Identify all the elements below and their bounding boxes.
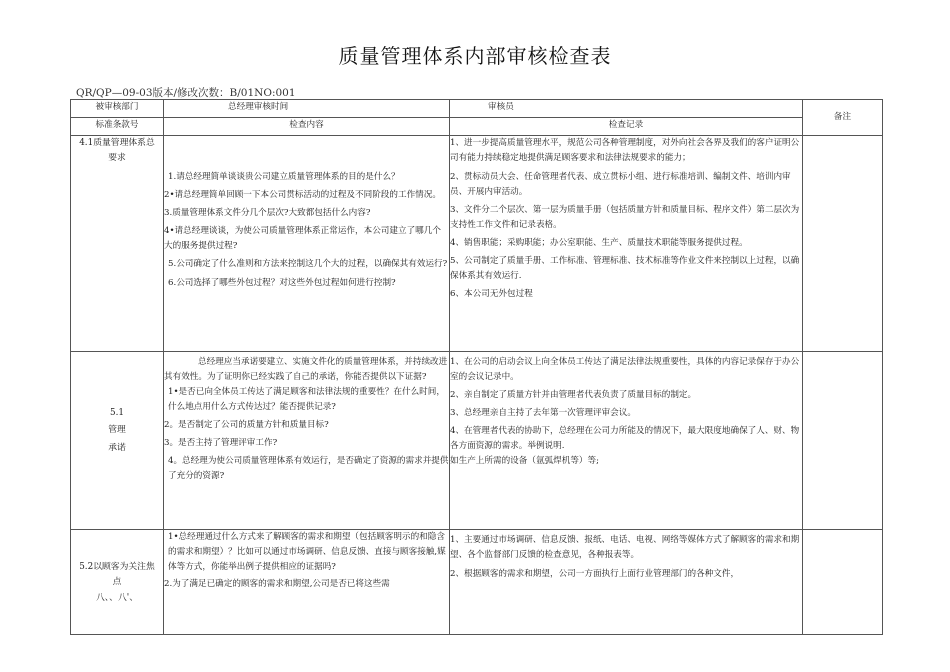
time-label-cell	[164, 100, 450, 118]
record-item: 4、销售职能；采购职能；办公室职能、生产、质量技术职能等服务提供过程。	[450, 238, 748, 249]
question-item: 1.请总经理简单谈谈贵公司建立质量管理体系的目的是什么？	[168, 172, 400, 182]
remark-label: 备注	[833, 111, 852, 122]
questions-cell	[164, 352, 450, 530]
record-item: 2、贯标动员大会、任命管理者代表、成立贯标小组、进行标准培训、编制文件、培训内审员、开展内审活动。	[450, 172, 791, 198]
auditor-label-cell	[450, 100, 803, 118]
clause-text: 4.1质量管理体系总要求	[79, 138, 155, 164]
record-item: 6、本公司无外包过程	[450, 289, 533, 300]
remark-cell	[803, 352, 883, 530]
table-row	[71, 530, 883, 635]
document-title: 质量管理体系内部审核检查表	[338, 44, 612, 68]
record-item: 1、在公司的启动会议上向全体员工传达了满足法律法规重要性，具体的内容记录保存于办公室的会议记录中。	[450, 357, 800, 383]
clause-line: 5.2以顾客为关注焦点	[79, 562, 155, 588]
questions-cell	[164, 136, 450, 352]
time-label: 总经理审核时间	[228, 102, 289, 112]
audit-checklist-table	[70, 99, 883, 635]
auditor-label: 审核员	[488, 102, 514, 112]
question-item: 2.为了满足已确定的顾客的需求和期望,公司是否已将这些需	[164, 579, 390, 590]
record-label-cell	[450, 118, 803, 136]
document-number: QR/QP—09-03版本/修改次数：B/01NO:001	[76, 87, 296, 99]
record-item: 2、亲自制定了质量方针并由管理者代表负责了质量目标的制定。	[450, 390, 697, 401]
record-item: 2、根据顾客的需求和期望，公司一方面执行上面行业管理部门的各种文件，	[450, 569, 740, 580]
clause-cell	[71, 352, 164, 530]
records-cell	[450, 136, 803, 352]
question-item: 总经理应当承诺要建立、实施文件化的质量管理体系，并持续改进其有效性。为了证明你已经实践了自己的承诺，你能否提供以下证据?	[164, 357, 448, 383]
question-item: 3.质量管理体系文件分几个层次?大致都包括什么内容?	[164, 208, 371, 219]
question-item: 4。总经理为使公司质量管理体系有效运行，是否确定了资源的需求并提供了充分的资源?	[168, 456, 449, 482]
question-item: 2•请总经理简单回顾一下本公司贯标活动的过程及不同阶段的工作情况。	[164, 190, 441, 201]
clause-label: 标准条款号	[95, 120, 139, 130]
question-item: 3。是否主持了管理评审工作?	[164, 438, 278, 449]
content-label: 检查内容	[289, 120, 324, 130]
record-item: 3、文件分二个层次、第一层为质量手册（包括质量方针和质量目标、程序文件）第二层次为支持性工作文件和记录表格。	[450, 205, 800, 231]
table-row	[71, 136, 883, 352]
remark-cell	[803, 136, 883, 352]
dept-label-cell	[71, 100, 164, 118]
table-row	[71, 352, 883, 530]
header-row-1	[71, 100, 883, 118]
content-label-cell	[164, 118, 450, 136]
question-item: 4•请总经理谈谈，为使公司质量管理体系正常运作，本公司建立了哪几个大的服务提供过程?	[164, 226, 441, 252]
record-item: 3、总经理亲自主持了去年第一次管理评审会议。	[450, 408, 636, 419]
clause-number: 5.1	[110, 408, 124, 418]
question-item: 6.公司选择了哪些外包过程？对这些外包过程如何进行控制?	[168, 278, 396, 289]
question-item: 1•是否已向全体员工传达了满足顾客和法律法规的重要性？在什么时间，什么地点用什么方式传达过？能否提供记录?	[168, 387, 445, 413]
clause-line: 管理	[108, 425, 126, 436]
record-item: 4、在管理者代表的协助下，总经理在公司力所能及的情况下，最大限度地确保了人、财、物各方面资源的需求。举例说明.	[450, 426, 800, 452]
question-item: 5.公司确定了什么准则和方法来控制这几个大的过程，以确保其有效运行?	[168, 259, 448, 270]
header-row-2	[71, 118, 883, 136]
clause-line: 八、、八'、	[95, 592, 138, 603]
remark-cell	[803, 530, 883, 635]
record-item: 1、进一步提高质量管理水平，规范公司各种管理制度，对外向社会各界及我们的客户证明公司有能力持续稳定地提供满足顾客要求和法律法规要求的能力；	[450, 138, 800, 164]
record-item: 5、公司制定了质量手册、工作标准、管理标准、技术标准等作业文件来控制以上过程，以确保体系其有效运行.	[450, 256, 800, 282]
records-cell	[450, 530, 803, 635]
questions-cell	[164, 530, 450, 635]
records-cell	[450, 352, 803, 530]
record-item: 1、主要通过市场调研、信息反馈、报纸、电话、电视、网络等媒体方式了解顾客的需求和期望、各个监督部门反馈的检查意见，各种报表等。	[450, 535, 800, 561]
clause-line: 承诺	[108, 442, 126, 453]
remark-header-cell	[803, 100, 883, 136]
question-item: 1•总经理通过什么方式来了解顾客的需求和期望（包括顾客明示的和隐含的需求和期望）？比如可以通过市场调研、信息反馈、直接与顾客接触,媒体等方式，你能举出例子提供相应的证据吗?	[168, 532, 446, 573]
clause-cell	[71, 136, 164, 352]
question-item: 2。是否制定了公司的质量方针和质量目标?	[164, 420, 329, 431]
clause-label-cell	[71, 118, 164, 136]
clause-cell	[71, 530, 164, 635]
dept-label: 被审核部门	[95, 102, 139, 112]
record-label: 检查记录	[608, 120, 644, 130]
record-item: 如生产上所需的设备（氩弧焊机等）等;	[450, 456, 599, 467]
